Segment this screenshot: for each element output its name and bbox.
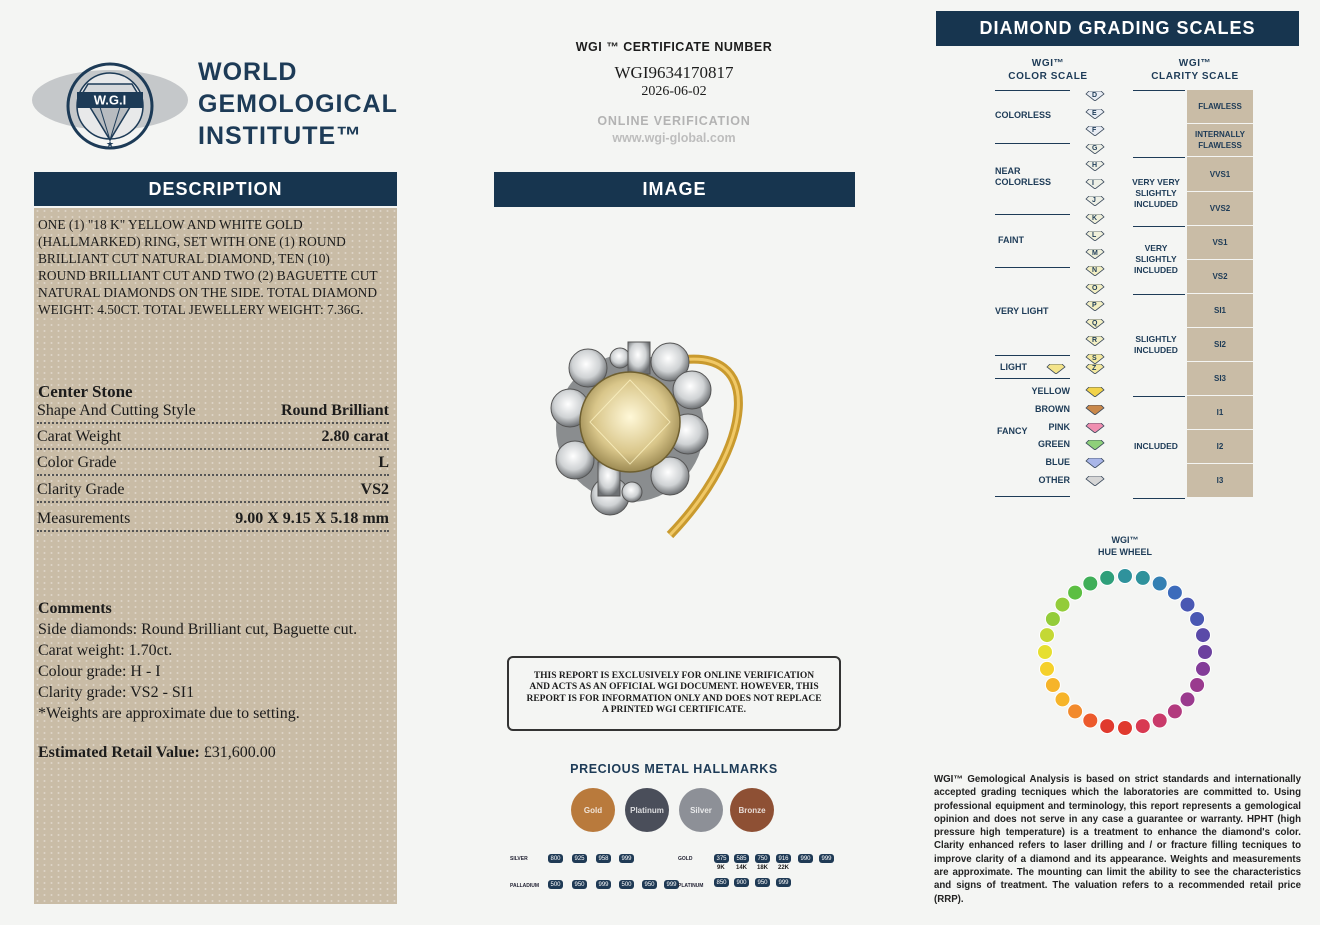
hallmark-stamp: 585 [734, 854, 749, 863]
comment-line: Colour grade: H - I [38, 663, 161, 680]
hallmark-stamp: 900 [734, 878, 749, 887]
karat-label: 9K [717, 865, 725, 871]
scale-divider [1133, 294, 1185, 295]
diamond-grade-icon [1085, 179, 1105, 189]
hallmark-stamp: 800 [548, 854, 563, 863]
fancy-color-label: BROWN [1035, 403, 1070, 414]
hallmark-stamp: 375 [714, 854, 729, 863]
diamond-grade-icon [1046, 364, 1066, 374]
hallmark-stamp: 958 [596, 854, 611, 863]
karat-label: 14K [736, 865, 748, 871]
clarity-grade-cell: I2 [1187, 430, 1253, 464]
color-grade-letter: P [1092, 302, 1097, 309]
certificate-number-label: WGI ™ CERTIFICATE NUMBER [575, 40, 773, 54]
spec-row-carat [37, 428, 389, 450]
hue-swatch [1040, 628, 1055, 643]
hallmark-stamp: 999 [619, 854, 634, 863]
hue-swatch [1135, 719, 1150, 734]
color-grade-letter: L [1092, 232, 1097, 239]
hallmark-stamp: 850 [714, 878, 729, 887]
bronze-coin-icon: Bronze [730, 788, 774, 832]
fancy-diamond-icon [1085, 476, 1105, 486]
spec-label: Carat Weight [37, 428, 122, 445]
hue-swatch [1068, 704, 1083, 719]
hue-wheel [1010, 556, 1240, 746]
color-group-label: VERY LIGHT [995, 306, 1049, 316]
color-grade-letter: D [1092, 92, 1098, 99]
hallmark-stamp: 990 [798, 854, 813, 863]
color-group-label: NEAR COLORLESS [995, 166, 1052, 187]
silver-coin-icon: Silver [679, 788, 723, 832]
retail-amount: £31,600.00 [203, 744, 276, 761]
comment-line: Carat weight: 1.70ct. [38, 642, 173, 659]
scale-divider [995, 214, 1070, 215]
hue-swatch [1083, 713, 1098, 728]
color-grade-letter: Q [1092, 319, 1098, 327]
hue-swatch [1045, 678, 1060, 693]
hue-swatch [1100, 719, 1115, 734]
color-grade-letter: Z [1092, 365, 1097, 372]
hue-swatch [1190, 612, 1205, 627]
center-stone-title: Center Stone [38, 382, 133, 401]
spec-value: L [378, 454, 389, 471]
clarity-grade-cell: VVS1 [1187, 157, 1253, 192]
online-verification-label: ONLINE VERIFICATION [597, 114, 751, 128]
color-grade-letter: H [1092, 162, 1098, 169]
comment-line: Side diamonds: Round Brilliant cut, Baguette cut. [38, 621, 358, 638]
scale-divider [995, 143, 1070, 144]
fancy-color-label: GREEN [1037, 439, 1070, 450]
spec-value: 2.80 carat [321, 428, 389, 445]
hue-swatch [1167, 585, 1182, 600]
hue-swatch [1045, 612, 1060, 627]
hue-swatch [1055, 692, 1070, 707]
karat-label: 18K [757, 865, 769, 871]
hallmark-stamp: 950 [755, 878, 770, 887]
karat-label: 22K [778, 865, 790, 871]
hallmark-stamp: 950 [642, 880, 657, 889]
scale-divider [995, 378, 1070, 379]
description-heading: DESCRIPTION [34, 172, 397, 206]
institute-name-line3: INSTITUTE™ [198, 122, 363, 150]
hallmark-stamp: 750 [755, 854, 770, 863]
spec-value: Round Brilliant [280, 402, 389, 419]
clarity-grade-cell: VS2 [1187, 260, 1253, 294]
institute-name-line1: WORLD [198, 58, 298, 86]
clarity-group-label: VERY SLIGHTLY INCLUDED [1134, 243, 1178, 275]
scale-divider [1133, 157, 1185, 158]
fancy-label: FANCY [997, 426, 1028, 436]
svg-text:W.G.I: W.G.I [93, 92, 127, 108]
clarity-group-label: INCLUDED [1134, 441, 1178, 451]
color-scale-title: WGI™ COLOR SCALE [1008, 58, 1088, 82]
fancy-diamond-icon [1085, 405, 1105, 415]
scale-divider [995, 267, 1070, 268]
hallmark-stamp: 999 [776, 878, 791, 887]
color-grade-letter: F [1092, 127, 1097, 134]
hue-swatch [1100, 570, 1115, 585]
fancy-diamond-icon [1085, 387, 1105, 397]
hallmark-stamp: 925 [572, 854, 587, 863]
clarity-grade-cell: SI1 [1187, 294, 1253, 328]
color-grade-letter: M [1092, 249, 1098, 257]
verification-url[interactable]: www.wgi-global.com [612, 131, 736, 145]
color-grade-letter: R [1092, 337, 1098, 344]
clarity-grade-cell: VVS2 [1187, 192, 1253, 226]
palladium-label: PALLADIUM [510, 883, 540, 889]
clarity-grade-cell: INTERNALLY FLAWLESS [1187, 124, 1253, 157]
hue-swatch [1152, 713, 1167, 728]
hallmark-stamp: 950 [572, 880, 587, 889]
color-grade-letter: G [1092, 144, 1098, 152]
color-grade-letter: O [1092, 284, 1098, 292]
platinum-coin-icon: Platinum [625, 788, 669, 832]
grading-scales-heading: DIAMOND GRADING SCALES [936, 11, 1299, 46]
image-heading: IMAGE [494, 172, 855, 207]
fancy-color-label: PINK [1048, 421, 1070, 432]
clarity-scale-title: WGI™ CLARITY SCALE [1151, 58, 1239, 82]
certificate-date: 2026-06-02 [641, 84, 707, 99]
hue-swatch [1038, 645, 1053, 660]
gold-coin-icon: Gold [571, 788, 615, 832]
spec-row-shape [37, 402, 389, 424]
hallmark-stamp: 999 [664, 880, 679, 889]
silver-label: SILVER [510, 856, 528, 862]
clarity-grade-cell: SI3 [1187, 362, 1253, 396]
fancy-diamond-icon [1085, 458, 1105, 468]
clarity-grade-cell: SI2 [1187, 328, 1253, 362]
scale-divider [1133, 90, 1185, 91]
fancy-diamond-icon [1085, 423, 1105, 433]
clarity-group-label: SLIGHTLY INCLUDED [1134, 334, 1178, 355]
color-grade-letter: E [1092, 109, 1097, 117]
scale-divider [995, 355, 1070, 356]
spec-row-clarity [37, 481, 389, 503]
hue-swatch [1083, 576, 1098, 591]
scale-divider [1133, 226, 1185, 227]
retail-label: Estimated Retail Value: [38, 744, 200, 761]
color-grade-letter: S [1092, 354, 1097, 362]
color-group-label: LIGHT [1000, 362, 1027, 372]
hue-wheel-title: WGI™ HUE WHEEL [1098, 535, 1152, 557]
hue-swatch [1196, 628, 1211, 643]
comment-line: *Weights are approximate due to setting. [38, 705, 300, 722]
hue-swatch [1135, 570, 1150, 585]
spec-value: 9.00 X 9.15 X 5.18 mm [235, 510, 389, 527]
color-grade-letter: I [1092, 179, 1094, 187]
ring-photo [520, 300, 810, 560]
fancy-diamond-icon [1085, 440, 1105, 450]
hue-swatch [1040, 661, 1055, 676]
clarity-grade-cell: I3 [1187, 464, 1253, 498]
spec-label: Clarity Grade [37, 481, 125, 498]
svg-text:★: ★ [105, 139, 115, 149]
hue-swatch [1152, 576, 1167, 591]
hallmark-stamp: 916 [776, 854, 791, 863]
fancy-color-label: OTHER [1038, 475, 1070, 485]
color-group-label: FAINT [998, 235, 1024, 245]
fancy-color-label: YELLOW [1031, 386, 1070, 396]
color-grade-letter: N [1092, 267, 1098, 274]
scale-divider [1133, 498, 1185, 499]
spec-row-measurements [37, 510, 389, 532]
comments-title: Comments [38, 600, 112, 617]
color-group-label: COLORLESS [995, 110, 1052, 120]
comment-line: Clarity grade: VS2 - SI1 [38, 684, 195, 701]
scale-divider [1133, 396, 1185, 397]
clarity-grade-cell: I1 [1187, 396, 1253, 430]
hallmark-stamp: 500 [619, 880, 634, 889]
spec-label: Color Grade [37, 454, 117, 471]
spec-row-color [37, 454, 389, 476]
hallmark-stamp: 999 [596, 880, 611, 889]
wgi-logo [30, 48, 190, 158]
hue-swatch [1180, 597, 1195, 612]
hue-swatch [1198, 645, 1213, 660]
hue-swatch [1118, 721, 1133, 736]
clarity-grade-cell: FLAWLESS [1187, 90, 1253, 124]
hue-swatch [1055, 597, 1070, 612]
analysis-disclaimer: WGI™ Gemological Analysis is based on strict standards and internationally accepted grading tecniques which the laboratories are committed to. Using professional equipment and terminology, this report represents a gemological opinion and does not serve in any case a guarantee or warranty. HPHT (high pressure high temperature) is a treatment to enhance the diamond's color. Clarity enhanced refers to laser drilling and / or fracture filling tecniques to improve clarity of a diamond and its appearance. Weights and measurements are approximate. The mounting can limit the ability to see the characteristics and signs of treatment. The valuation refers to a recommended retail price (RRP). [934, 774, 1301, 905]
fancy-color-label: BLUE [1045, 457, 1070, 468]
spec-label: Shape And Cutting Style [37, 402, 196, 419]
description-text: ONE (1) "18 K" YELLOW AND WHITE GOLD (HALLMARKED) RING, SET WITH ONE (1) ROUND BRILLIANT CUT NATURAL DIAMOND, TEN (10) ROUND BRILLIANT CUT AND TWO (2) BAGUETTE CUT NATURAL DIAMONDS ON THE SIDE. TOTAL DIAMOND WEIGHT: 4.50CT. TOTAL JEWELLERY WEIGHT: 7.36G. [38, 217, 378, 317]
spec-value: VS2 [360, 481, 389, 498]
hue-swatch [1190, 678, 1205, 693]
institute-name-line2: GEMOLOGICAL [198, 90, 398, 118]
hue-swatch [1167, 704, 1182, 719]
spec-label: Measurements [37, 510, 131, 527]
clarity-group-label: VERY VERY SLIGHTLY INCLUDED [1132, 177, 1180, 209]
retail-value [38, 744, 276, 762]
scale-divider [995, 90, 1070, 91]
hallmark-stamp: 999 [819, 854, 834, 863]
certificate-number: WGI9634170817 [614, 63, 734, 82]
gold-label: GOLD [678, 856, 693, 862]
color-grade-letter: J [1092, 197, 1096, 204]
hallmarks-title: PRECIOUS METAL HALLMARKS [570, 762, 778, 776]
platinum-label: PLATINUM [678, 883, 704, 889]
verification-notice: THIS REPORT IS EXCLUSIVELY FOR ONLINE VERIFICATION AND ACTS AS AN OFFICIAL WGI DOCUMENT. HOWEVER, THIS REPORT IS FOR INFORMATION ONLY AND DOES NOT REPLACE A PRINTED WGI CERTIFICATE. [507, 656, 841, 731]
hue-swatch [1068, 585, 1083, 600]
clarity-grade-cell: VS1 [1187, 226, 1253, 260]
hue-swatch [1180, 692, 1195, 707]
hallmark-stamp: 500 [548, 880, 563, 889]
hue-swatch [1196, 661, 1211, 676]
color-grade-letter: K [1092, 214, 1098, 222]
hue-swatch [1118, 569, 1133, 584]
scale-divider [995, 496, 1070, 497]
